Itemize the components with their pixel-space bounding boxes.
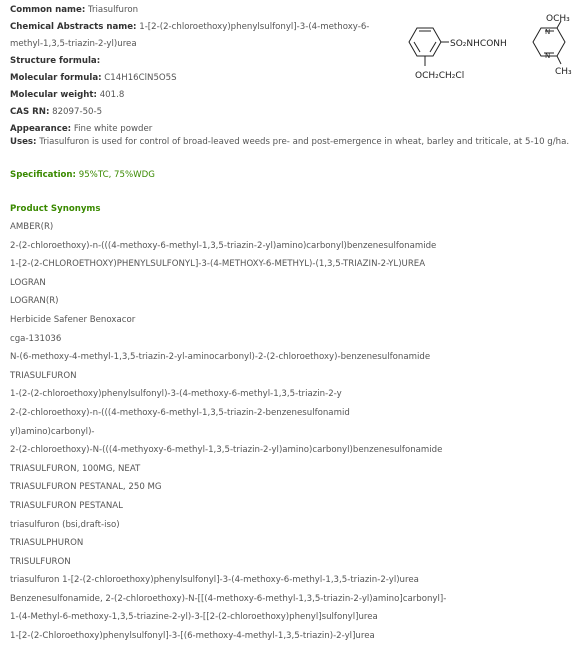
- synonym-item: triasulfuron 1-[2-(2-chloroethoxy)phenylsulfonyl]-3-(4-methoxy-6-methyl-1,3,5-triazin-2-yl)urea: [10, 575, 419, 586]
- triazine-n-bottom: N: [545, 52, 551, 60]
- synonym-item: LOGRAN(R): [10, 296, 59, 307]
- structure-diagram: [395, 6, 583, 106]
- synonyms-title: Product Synonyms: [10, 204, 101, 214]
- cas-name-label: Chemical Abstracts name:: [10, 22, 137, 32]
- cas-name-value-1: 1-[2-(2-chloroethoxy)phenylsulfonyl]-3-(4-methoxy-6-: [139, 22, 370, 32]
- synonym-item: 2-(2-chloroethoxy)-N-(((4-methyoxy-6-methyl-1,3,5-triazin-2-yl)amino)carbonyl)benzenesulfonamide: [10, 445, 443, 456]
- cas-name-value-2: methyl-1,3,5-triazin-2-yl)urea: [10, 39, 137, 49]
- triazine-n-top: N: [545, 28, 551, 36]
- spec-label: Specification:: [10, 170, 76, 180]
- synonym-item: 2-(2-chloroethoxy)-n-(((4-methoxy-6-methyl-1,3,5-triazin-2-benzenesulfonamid: [10, 407, 350, 418]
- weight-label: Molecular weight:: [10, 90, 97, 100]
- synonym-item: TRIASULFURON PESTANAL, 250 MG: [10, 482, 162, 493]
- uses-value: Triasulfuron is used for control of broad-leaved weeds pre- and post-emergence in wheat, barley and triticale, at 5-10 g/ha.: [39, 137, 570, 147]
- synonym-item: TRIASULFURON: [10, 370, 77, 381]
- weight-value: 401.8: [99, 90, 125, 100]
- synonym-item: TRIASULPHURON: [10, 538, 84, 549]
- side-chain-label: OCH₂CH₂Cl: [415, 71, 465, 81]
- synonym-item: Benzenesulfonamide, 2-(2-chloroethoxy)-N-[[(4-methoxy-6-methyl-1,3,5-triazin-2-yl)amino]carbonyl]-: [10, 593, 447, 604]
- synonym-item: 1-[2-(2-Chloroethoxy)phenylsulfonyl]-3-[(6-methoxy-4-methyl-1,3,5-triazin)-2-yl]urea: [10, 631, 375, 642]
- cas-rn-label: CAS RN:: [10, 107, 50, 117]
- cas-name-row: [10, 19, 395, 36]
- common-name-row: [10, 2, 395, 19]
- synonym-item: 1-(4-Methyl-6-methoxy-1,3,5-triazine-2-yl)-3-[[2-(2-chloroethoxy)phenyl]sulfonyl]urea: [10, 612, 378, 623]
- synonyms-list: [10, 218, 582, 646]
- uses-row: [10, 134, 582, 151]
- spec-row: [10, 167, 155, 184]
- synonym-item: TRIASULFURON PESTANAL: [10, 500, 123, 511]
- formula-label: Molecular formula:: [10, 73, 102, 83]
- synonym-item: N-(6-methoxy-4-methyl-1,3,5-triazin-2-yl-aminocarbonyl)-2-(2-chloroethoxy)-benzenesulfonamide: [10, 352, 431, 363]
- common-name-label: Common name:: [10, 5, 86, 15]
- spec-value: 95%TC, 75%WDG: [78, 170, 155, 180]
- uses-label: Uses:: [10, 137, 37, 147]
- synonym-item: LOGRAN: [10, 277, 46, 288]
- cas-rn-value: 82097-50-5: [52, 107, 103, 117]
- synonym-item: cga-131036: [10, 333, 62, 344]
- so2-label: SO₂NHCONH: [450, 39, 507, 49]
- benzene-ring: [409, 28, 441, 56]
- synonym-item: yl)amino)carbonyl)-: [10, 426, 95, 437]
- appearance-label: Appearance:: [10, 124, 72, 134]
- cas-name-row-2: [10, 36, 395, 53]
- common-name-value: Triasulfuron: [88, 5, 139, 15]
- synonym-item: 2-(2-chloroethoxy)-n-(((4-methoxy-6-methyl-1,3,5-triazin-2-yl)amino)carbonyl)benzenesulfonamide: [10, 240, 437, 251]
- cas-rn-row: [10, 104, 395, 121]
- synonym-item: 1-[2-(2-CHLOROETHOXY)PHENYLSULFONYL]-3-(4-METHOXY-6-METHYL)-(1,3,5-TRIAZIN-2-YL)UREA: [10, 259, 426, 270]
- product-info: [10, 2, 395, 138]
- weight-row: [10, 87, 395, 104]
- synonym-item: triasulfuron (bsi,draft-iso): [10, 519, 120, 530]
- appearance-value: Fine white powder: [73, 124, 153, 134]
- synonym-item: Herbicide Safener Benoxacor: [10, 314, 136, 325]
- formula-row: [10, 70, 395, 87]
- structure-label: Structure formula:: [10, 56, 101, 66]
- synonym-item: 1-(2-(2-chloroethoxy)phenylsulfonyl)-3-(4-methoxy-6-methyl-1,3,5-triazin-2-y: [10, 389, 342, 400]
- synonym-item: TRISULFURON: [10, 556, 71, 567]
- structure-row: [10, 53, 395, 70]
- synonym-item: TRIASULFURON, 100MG, NEAT: [10, 463, 141, 474]
- synonym-item: AMBER(R): [10, 222, 54, 232]
- ch3-label: CH₃: [555, 67, 572, 77]
- och3-label: OCH₃: [546, 14, 570, 24]
- formula-value: C14H16ClN5O5S: [104, 73, 177, 83]
